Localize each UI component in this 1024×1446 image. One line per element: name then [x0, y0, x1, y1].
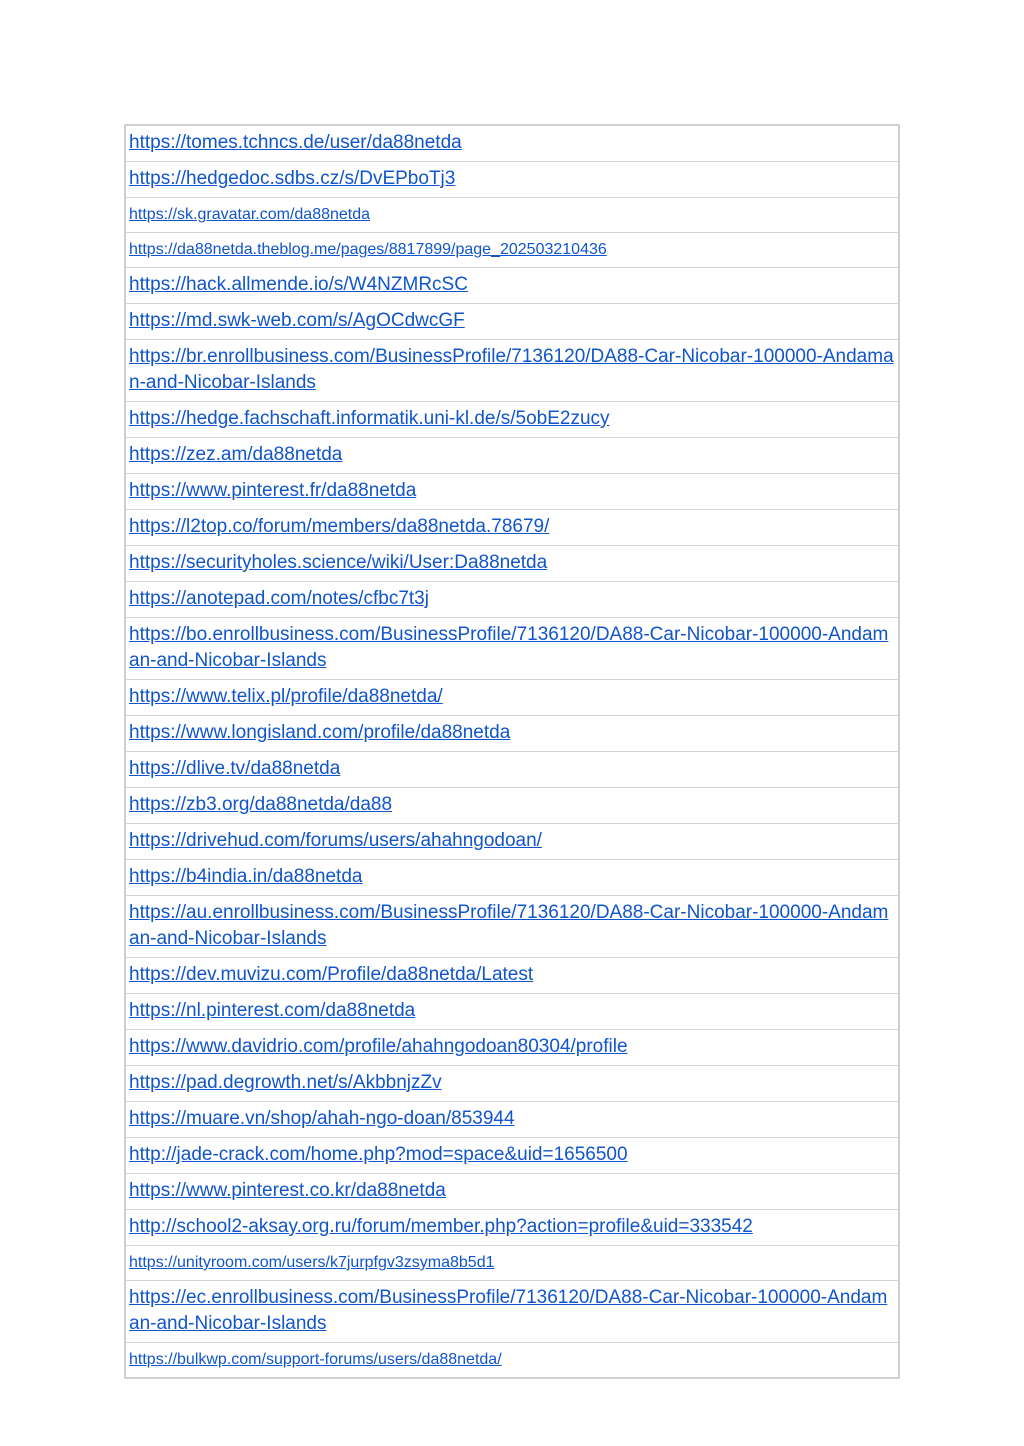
table-row [125, 896, 899, 958]
table-row [125, 716, 899, 752]
url-link[interactable]: https://hedge.fachschaft.informatik.uni-kl.de/s/5obE2zucy [129, 408, 610, 429]
table-cell [125, 1210, 899, 1246]
url-link[interactable]: https://tomes.tchncs.de/user/da88netda [129, 132, 462, 153]
url-link[interactable]: https://drivehud.com/forums/users/ahahngodoan/ [129, 830, 542, 851]
url-link[interactable]: http://jade-crack.com/home.php?mod=space&uid=1656500 [129, 1144, 628, 1165]
url-link[interactable]: https://hedgedoc.sdbs.cz/s/DvEPboTj3 [129, 168, 456, 189]
table-cell [125, 752, 899, 788]
table-cell [125, 860, 899, 896]
table-cell [125, 1066, 899, 1102]
table-row [125, 958, 899, 994]
table-cell [125, 474, 899, 510]
url-link[interactable]: https://au.enrollbusiness.com/BusinessProfile/7136120/DA88-Car-Nicobar-100000-Andaman-and-Nicobar-Islands [129, 902, 889, 949]
table-row [125, 304, 899, 340]
url-link[interactable]: https://www.telix.pl/profile/da88netda/ [129, 686, 443, 707]
url-link[interactable]: https://zez.am/da88netda [129, 444, 343, 465]
table-cell [125, 268, 899, 304]
url-link[interactable]: https://dlive.tv/da88netda [129, 758, 341, 779]
table-cell [125, 824, 899, 860]
table-cell [125, 304, 899, 340]
url-link[interactable]: https://muare.vn/shop/ahah-ngo-doan/853944 [129, 1108, 515, 1129]
url-link[interactable]: https://dev.muvizu.com/Profile/da88netda/Latest [129, 964, 534, 985]
table-cell [125, 438, 899, 474]
table-row [125, 824, 899, 860]
url-link[interactable]: https://sk.gravatar.com/da88netda [129, 206, 371, 223]
table-row [125, 510, 899, 546]
url-link[interactable]: https://md.swk-web.com/s/AgOCdwcGF [129, 310, 465, 331]
table-cell [125, 1246, 899, 1281]
table-row [125, 860, 899, 896]
url-link[interactable]: https://l2top.co/forum/members/da88netda.78679/ [129, 516, 550, 537]
table-row [125, 618, 899, 680]
table-cell [125, 1102, 899, 1138]
table-cell [125, 340, 899, 402]
url-link[interactable]: https://ec.enrollbusiness.com/BusinessProfile/7136120/DA88-Car-Nicobar-100000-Andaman-and-Nicobar-Islands [129, 1287, 888, 1334]
link-table [124, 124, 900, 1379]
table-cell [125, 198, 899, 233]
table-row [125, 340, 899, 402]
url-link[interactable]: https://bo.enrollbusiness.com/BusinessProfile/7136120/DA88-Car-Nicobar-100000-Andaman-and-Nicobar-Islands [129, 624, 889, 671]
table-row [125, 680, 899, 716]
url-link[interactable]: https://da88netda.theblog.me/pages/8817899/page_202503210436 [129, 241, 607, 258]
table-row [125, 1281, 899, 1343]
url-link[interactable]: https://nl.pinterest.com/da88netda [129, 1000, 416, 1021]
table-cell [125, 994, 899, 1030]
table-row [125, 1246, 899, 1281]
url-link[interactable]: https://b4india.in/da88netda [129, 866, 363, 887]
url-link[interactable]: http://school2-aksay.org.ru/forum/member.php?action=profile&uid=333542 [129, 1216, 753, 1237]
table-cell [125, 618, 899, 680]
table-cell [125, 1030, 899, 1066]
table-row [125, 1066, 899, 1102]
table-cell [125, 1343, 899, 1379]
table-row [125, 546, 899, 582]
table-row [125, 1138, 899, 1174]
table-row [125, 402, 899, 438]
url-link[interactable]: https://zb3.org/da88netda/da88 [129, 794, 393, 815]
table-cell [125, 896, 899, 958]
table-row [125, 1343, 899, 1379]
url-link[interactable]: https://anotepad.com/notes/cfbc7t3j [129, 588, 429, 609]
table-row [125, 198, 899, 233]
url-link[interactable]: https://bulkwp.com/support-forums/users/da88netda/ [129, 1351, 502, 1368]
table-row [125, 582, 899, 618]
table-cell [125, 788, 899, 824]
table-cell [125, 582, 899, 618]
table-cell [125, 1138, 899, 1174]
table-row [125, 233, 899, 268]
table-row [125, 1030, 899, 1066]
table-row [125, 1174, 899, 1210]
link-table-body [125, 125, 899, 1378]
url-link[interactable]: https://br.enrollbusiness.com/BusinessProfile/7136120/DA88-Car-Nicobar-100000-Andaman-and-Nicobar-Islands [129, 346, 894, 393]
table-cell [125, 233, 899, 268]
table-row [125, 752, 899, 788]
table-row [125, 1210, 899, 1246]
table-row [125, 788, 899, 824]
table-cell [125, 162, 899, 198]
table-row [125, 994, 899, 1030]
table-cell [125, 510, 899, 546]
url-link[interactable]: https://unityroom.com/users/k7jurpfgv3zsyma8b5d1 [129, 1254, 495, 1271]
url-link[interactable]: https://hack.allmende.io/s/W4NZMRcSC [129, 274, 468, 295]
url-link[interactable]: https://www.pinterest.co.kr/da88netda [129, 1180, 446, 1201]
table-cell [125, 1174, 899, 1210]
table-row [125, 162, 899, 198]
url-link[interactable]: https://pad.degrowth.net/s/AkbbnjzZv [129, 1072, 442, 1093]
table-cell [125, 716, 899, 752]
table-cell [125, 1281, 899, 1343]
url-link[interactable]: https://www.longisland.com/profile/da88netda [129, 722, 511, 743]
url-link[interactable]: https://securityholes.science/wiki/User:Da88netda [129, 552, 548, 573]
table-cell [125, 680, 899, 716]
table-row [125, 438, 899, 474]
table-row [125, 268, 899, 304]
url-link[interactable]: https://www.davidrio.com/profile/ahahngodoan80304/profile [129, 1036, 628, 1057]
url-link[interactable]: https://www.pinterest.fr/da88netda [129, 480, 417, 501]
table-row [125, 474, 899, 510]
table-row [125, 1102, 899, 1138]
table-cell [125, 125, 899, 162]
table-cell [125, 546, 899, 582]
table-row [125, 125, 899, 162]
table-cell [125, 402, 899, 438]
table-cell [125, 958, 899, 994]
